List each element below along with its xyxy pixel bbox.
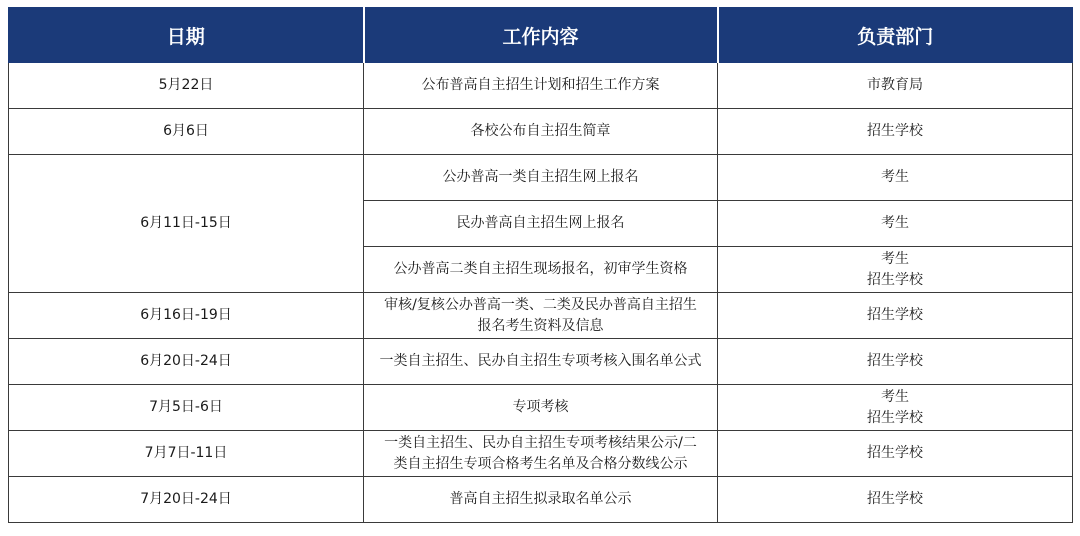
date-cell: 6月6日 [9, 109, 364, 155]
content-line: 公办普高一类自主招生网上报名 [442, 169, 639, 185]
table-header-row [9, 8, 1073, 63]
department-line: 考生 [881, 215, 909, 231]
table-row [9, 155, 1073, 201]
content-line: 报名考生资料及信息 [477, 317, 604, 334]
content-cell [364, 339, 718, 385]
table-row [9, 63, 1073, 109]
date-cell: 7月5日-6日 [9, 385, 364, 431]
schedule-table-container [8, 7, 1072, 529]
content-cell [364, 109, 718, 155]
department-line: 招生学校 [867, 307, 923, 323]
department-line: 招生学校 [867, 445, 923, 461]
date-cell: 6月16日-19日 [9, 293, 364, 339]
date-cell: 6月20日-24日 [9, 339, 364, 385]
date-cell: 6月11日-15日 [9, 155, 364, 293]
date-cell: 7月7日-11日 [9, 431, 364, 477]
content-line: 审核/复核公办普高一类、二类及民办普高自主招生 [384, 296, 697, 313]
department-cell [718, 339, 1073, 385]
department-cell [718, 201, 1073, 247]
content-cell [364, 201, 718, 247]
content-cell [364, 293, 718, 339]
content-line: 普高自主招生拟录取名单公示 [449, 491, 632, 507]
content-line: 类自主招生专项合格考生名单及合格分数线公示 [393, 455, 688, 472]
department-line: 招生学校 [867, 123, 923, 139]
department-line: 招生学校 [867, 409, 923, 426]
table-row [9, 339, 1073, 385]
schedule-table [8, 7, 1073, 523]
department-line: 招生学校 [867, 491, 923, 507]
department-cell [718, 155, 1073, 201]
content-line: 一类自主招生、民办自主招生专项考核结果公示/二 [384, 434, 697, 451]
department-cell [718, 109, 1073, 155]
content-line: 一类自主招生、民办自主招生专项考核入围名单公式 [379, 353, 702, 369]
department-line: 招生学校 [867, 353, 923, 369]
table-row [9, 109, 1073, 155]
content-cell [364, 155, 718, 201]
department-line: 考生 [881, 169, 909, 185]
content-line: 公办普高二类自主招生现场报名，初审学生资格 [393, 261, 688, 277]
department-cell [718, 477, 1073, 523]
department-cell [718, 293, 1073, 339]
date-cell: 5月22日 [9, 63, 364, 109]
content-line: 民办普高自主招生网上报名 [456, 215, 625, 231]
department-line: 市教育局 [867, 77, 923, 93]
column-header-date: 日期 [9, 8, 364, 63]
column-header-content: 工作内容 [364, 8, 718, 63]
content-cell [364, 63, 718, 109]
content-cell [364, 247, 718, 293]
department-cell [718, 385, 1073, 431]
column-header-department: 负责部门 [718, 8, 1073, 63]
content-cell [364, 477, 718, 523]
table-row [9, 385, 1073, 431]
table-row [9, 431, 1073, 477]
date-cell: 7月20日-24日 [9, 477, 364, 523]
content-line: 公布普高自主招生计划和招生工作方案 [421, 77, 660, 93]
content-cell [364, 385, 718, 431]
content-cell [364, 431, 718, 477]
department-cell [718, 247, 1073, 293]
department-cell [718, 63, 1073, 109]
table-row [9, 293, 1073, 339]
content-line: 各校公布自主招生简章 [470, 123, 611, 139]
department-line: 考生 [881, 250, 909, 267]
department-cell [718, 431, 1073, 477]
content-line: 专项考核 [512, 399, 569, 415]
department-line: 招生学校 [867, 271, 923, 288]
table-row [9, 477, 1073, 523]
department-line: 考生 [881, 388, 909, 405]
